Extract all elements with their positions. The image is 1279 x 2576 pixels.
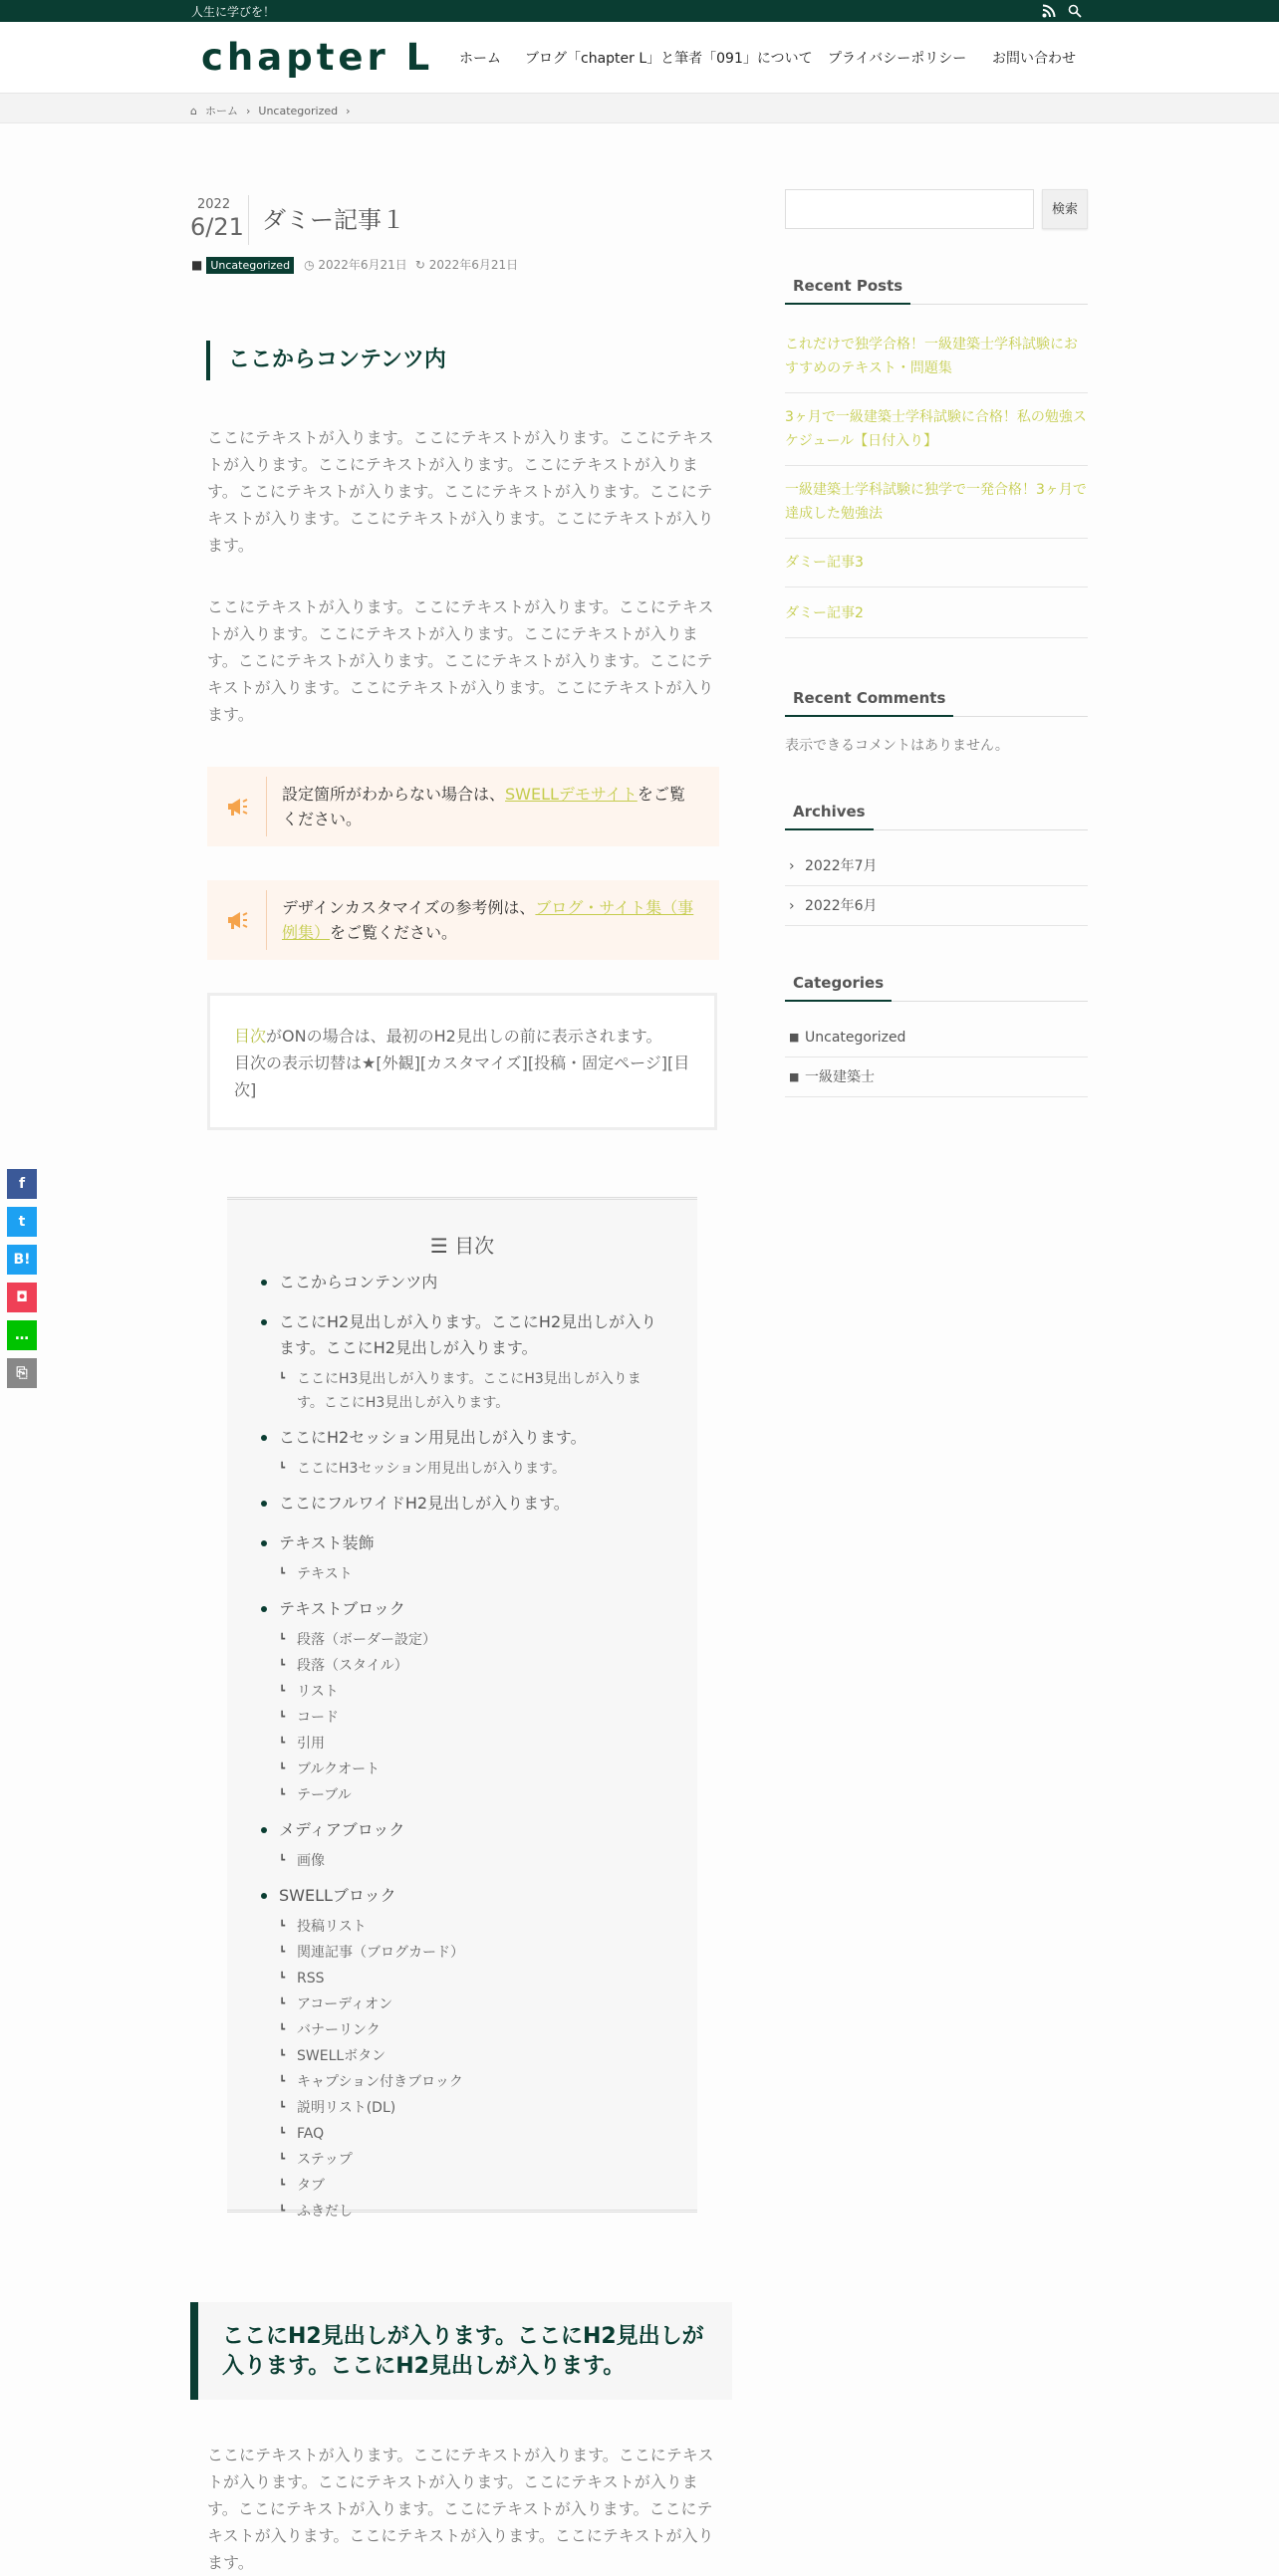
chevron-right-icon: › (245, 105, 251, 117)
toc-subitem[interactable]: ┗ 引用 (297, 1732, 655, 1756)
toc-item[interactable]: テキスト装飾 (279, 1530, 667, 1556)
widget-title-text: Archives (785, 803, 874, 830)
toc-subitem[interactable]: ┗ 段落（ボーダー設定） (297, 1628, 655, 1652)
tip-text: がONの場合は、最初のH2見出しの前に表示されます。 (266, 1027, 662, 1046)
folder-icon: ■ (789, 1031, 800, 1044)
caption-block-2 (207, 880, 719, 960)
list-icon: ☰ (429, 1234, 455, 1258)
refresh-icon: ↻ (414, 258, 429, 272)
toc-subitem[interactable]: ┗ 段落（スタイル） (297, 1654, 655, 1678)
examples-link[interactable]: ブログ・サイト集（事例集） (282, 898, 694, 942)
category-badge[interactable]: Uncategorized (206, 257, 294, 274)
site-logo[interactable]: chapter L (201, 36, 434, 79)
hatena-share-button[interactable]: B! (7, 1245, 37, 1275)
folder-icon: ■ (789, 1070, 800, 1083)
category-item[interactable] (785, 1057, 1088, 1097)
widget-title-archives (785, 795, 1088, 830)
toc-subitem[interactable]: ┗ バナーリンク (297, 2018, 655, 2042)
toc-subitem[interactable]: ┗ ステップ (297, 2148, 655, 2172)
post-meta (191, 256, 518, 274)
search-icon[interactable] (1068, 4, 1082, 18)
copy-link-button[interactable]: ⎘ (7, 1358, 37, 1388)
caption-text: をご覧ください。 (282, 785, 685, 828)
toc-subitem[interactable]: ┗ FAQ (297, 2122, 655, 2146)
paragraph-3: ここにテキストが入ります。ここにテキストが入ります。ここにテキストが入ります。ここにテキストが入ります。ここにテキストが入ります。ここにテキストが入ります。ここにテキストが入ります。ここにテキストが入ります。ここにテキストが入ります。ここにテキストが入ります。 (207, 2446, 714, 2572)
recent-post-link[interactable]: ダミー記事3 (785, 539, 1088, 587)
widget-title-text: Recent Comments (785, 689, 953, 717)
facebook-share-button[interactable]: f (7, 1169, 37, 1199)
toc-subitem[interactable]: ┗ SWELLボタン (297, 2044, 655, 2068)
page-title: ダミー記事１ (262, 206, 405, 234)
recent-post-link[interactable]: これだけで独学合格！一級建築士学科試験におすすめのテキスト・問題集 (785, 321, 1088, 393)
clock-icon: ◷ (304, 258, 319, 272)
toc-subitem[interactable]: ┗ キャプション付きブロック (297, 2070, 655, 2094)
toc-subitem[interactable]: ┗ タブ (297, 2174, 655, 2198)
line-share-button[interactable]: … (7, 1320, 37, 1350)
toc-item[interactable]: ここにH2セッション用見出しが入ります。 (279, 1425, 667, 1451)
category-item[interactable] (785, 1018, 1088, 1057)
search-input[interactable] (785, 189, 1034, 229)
nav-contact[interactable]: お問い合わせ (992, 51, 1076, 67)
search-button[interactable]: 検索 (1042, 189, 1088, 229)
toc-subitem[interactable]: ┗ テーブル (297, 1783, 655, 1807)
toc-subitem[interactable]: ┗ アコーディオン (297, 1992, 655, 2016)
widget-title-categories (785, 966, 1088, 1002)
nav-privacy[interactable]: プライバシーポリシー (828, 51, 967, 67)
paragraph-1: ここにテキストが入ります。ここにテキストが入ります。ここにテキストが入ります。ここにテキストが入ります。ここにテキストが入ります。ここにテキストが入ります。ここにテキストが入ります。ここにテキストが入ります。ここにテキストが入ります。ここにテキストが入ります。 (207, 428, 714, 555)
toc-info-box (207, 993, 717, 1130)
post-month-day: 6/21 (190, 213, 244, 241)
widget-title-text: Recent Posts (785, 277, 910, 305)
caption-text-2 (282, 895, 700, 945)
toc-subitem[interactable]: ┗ ふきだし (297, 2200, 655, 2224)
home-icon: ⌂ (190, 105, 197, 117)
updated-date: 2022年6月21日 (428, 258, 519, 272)
paragraph-2: ここにテキストが入ります。ここにテキストが入ります。ここにテキストが入ります。ここにテキストが入ります。ここにテキストが入ります。ここにテキストが入ります。ここにテキストが入ります。ここにテキストが入ります。ここにテキストが入ります。ここにテキストが入ります。 (207, 597, 714, 724)
toc-title-text: 目次 (454, 1234, 495, 1258)
toc-subitem[interactable]: ┗ リスト (297, 1680, 655, 1704)
widget-title-text: Categories (785, 974, 892, 1002)
nav-about[interactable]: ブログ「chapter L」と筆者「091」について (525, 51, 813, 67)
recent-post-link[interactable]: 一級建築士学科試験に独学で一発合格！3ヶ月で達成した勉強法 (785, 466, 1088, 539)
widget-title-recent-comments (785, 681, 1088, 717)
toc-subitem[interactable]: ┗ ここにH3セッション用見出しが入ります。 (297, 1457, 655, 1481)
archive-item[interactable]: › 2022年6月 (785, 886, 1088, 926)
breadcrumb (190, 103, 359, 118)
swell-demo-link[interactable]: SWELLデモサイト (505, 785, 638, 804)
recent-post-link[interactable]: ダミー記事2 (785, 589, 1088, 638)
category-label: 一級建築士 (805, 1069, 875, 1085)
no-comments-text: 表示できるコメントはありません。 (785, 738, 1009, 754)
toc-subitem[interactable]: ┗ RSS (297, 1967, 655, 1991)
tip-text: 目次の表示切替は★[外観][カスタマイズ][投稿・固定ページ][目次] (234, 1054, 690, 1099)
toc-link[interactable]: 目次 (234, 1027, 267, 1046)
table-of-contents (227, 1197, 697, 2220)
toc-subitem[interactable]: ┗ 画像 (297, 1849, 655, 1873)
site-tagline: 人生に学びを！ (191, 5, 276, 19)
toc-subitem[interactable]: ┗ 投稿リスト (297, 1915, 655, 1939)
caption-text: をご覧ください。 (330, 923, 458, 942)
caption-text: 設定箇所がわからない場合は、 (282, 785, 506, 804)
archive-item[interactable]: › 2022年7月 (785, 846, 1088, 886)
toc-item[interactable]: テキストブロック (279, 1596, 667, 1622)
toc-item[interactable]: ここにフルワイドH2見出しが入ります。 (279, 1491, 667, 1517)
toc-subitem[interactable]: ┗ ブルクオート (297, 1757, 655, 1781)
recent-post-link[interactable]: 3ヶ月で一級建築士学科試験に合格！私の勉強スケジュール【日付入り】 (785, 393, 1088, 466)
published-date: 2022年6月21日 (318, 258, 407, 272)
toc-item[interactable]: ここからコンテンツ内 (279, 1270, 667, 1295)
toc-subitem[interactable]: ┗ 説明リスト(DL) (297, 2096, 655, 2120)
toc-subitem[interactable]: ┗ ここにH3見出しが入ります。ここにH3見出しが入ります。ここにH3見出しが入ります。 (297, 1367, 655, 1415)
toc-item[interactable]: メディアブロック (279, 1817, 667, 1843)
toc-title (227, 1230, 697, 1259)
caption-block-1 (207, 767, 719, 846)
heading-first: ここからコンテンツ内 (206, 341, 718, 380)
heading-second: ここにH2見出しが入ります。ここにH2見出しが入ります。ここにH2見出しが入ります。 (190, 2302, 732, 2400)
title-divider (248, 195, 249, 245)
toc-item[interactable]: ここにH2見出しが入ります。ここにH2見出しが入ります。ここにH2見出しが入ります。 (279, 1309, 667, 1361)
post-year: 2022 (197, 197, 231, 212)
toc-subitem[interactable]: ┗ コード (297, 1706, 655, 1730)
nav-home[interactable]: ホーム (459, 51, 501, 67)
toc-subitem[interactable]: ┗ テキスト (297, 1562, 655, 1586)
pocket-share-button[interactable]: ◘ (7, 1283, 37, 1312)
chevron-right-icon: › (346, 105, 351, 117)
megaphone-icon (207, 890, 267, 950)
caption-text-1 (282, 782, 700, 831)
breadcrumb-category[interactable]: Uncategorized (258, 105, 339, 117)
widget-title-recent-posts (785, 269, 1088, 305)
megaphone-icon (207, 777, 267, 836)
twitter-share-button[interactable]: t (7, 1207, 37, 1237)
caption-text: デザインカスタマイズの参考例は、 (282, 898, 536, 917)
rss-icon[interactable] (1042, 4, 1056, 18)
breadcrumb-home[interactable]: ホーム (204, 105, 238, 117)
category-label: Uncategorized (805, 1030, 906, 1046)
folder-icon: ■ (191, 258, 203, 272)
toc-subitem[interactable]: ┗ 関連記事（ブログカード） (297, 1941, 655, 1965)
toc-item[interactable]: SWELLブロック (279, 1883, 667, 1909)
